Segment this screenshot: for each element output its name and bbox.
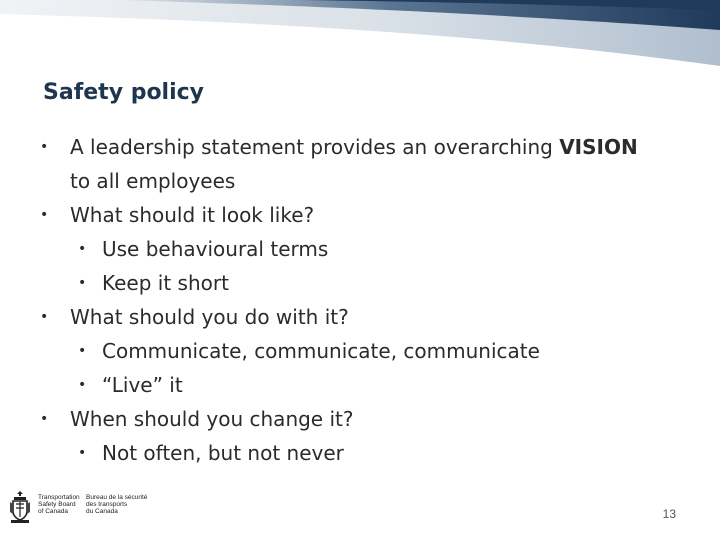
slide-title: Safety policy [43, 80, 205, 105]
sub-bullet-text: Not often, but not never [102, 441, 344, 465]
bullet-dot-icon: • [78, 275, 87, 291]
sub-bullet-item [40, 368, 680, 402]
bullet-text: What should you do with it? [70, 305, 349, 329]
bullet-text: When should you change it? [70, 407, 354, 431]
bullet-dot-icon: • [78, 445, 87, 461]
bullet-emphasis: VISION [559, 135, 638, 159]
sub-bullet-text: Use behavioural terms [102, 237, 329, 261]
bullet-text: What should it look like? [70, 203, 315, 227]
logo-text-english: Transportation Safety Board of Canada [38, 494, 80, 515]
bullet-continuation: to all employees [70, 169, 236, 193]
sub-bullet-item [40, 232, 680, 266]
bullet-text: A leadership statement provides an overarching [70, 135, 560, 159]
bullet-dot-icon: • [78, 343, 87, 359]
sub-bullet-item [40, 334, 680, 368]
bullet-item-change-it [40, 402, 680, 436]
page-number: 13 [662, 507, 676, 521]
bullet-item-vision [40, 130, 680, 198]
bullet-dot-icon: • [40, 207, 49, 223]
sub-bullet-text: Keep it short [102, 271, 229, 295]
bullet-item-look-like [40, 198, 680, 232]
crest-icon [8, 490, 32, 524]
sub-bullet-text: “Live” it [102, 373, 183, 397]
header-banner [0, 0, 720, 80]
bullet-dot-icon: • [78, 377, 87, 393]
bullet-item-do-with-it [40, 300, 680, 334]
sub-bullet-text: Communicate, communicate, communicate [102, 339, 540, 363]
bullet-list [40, 130, 680, 470]
sub-bullet-item [40, 266, 680, 300]
bullet-dot-icon: • [40, 309, 49, 325]
bullet-dot-icon: • [40, 139, 49, 155]
bullet-dot-icon: • [78, 241, 87, 257]
bullet-dot-icon: • [40, 411, 49, 427]
logo-text-french: Bureau de la sécurité des transports du Canada [86, 494, 148, 515]
sub-bullet-item [40, 436, 680, 470]
